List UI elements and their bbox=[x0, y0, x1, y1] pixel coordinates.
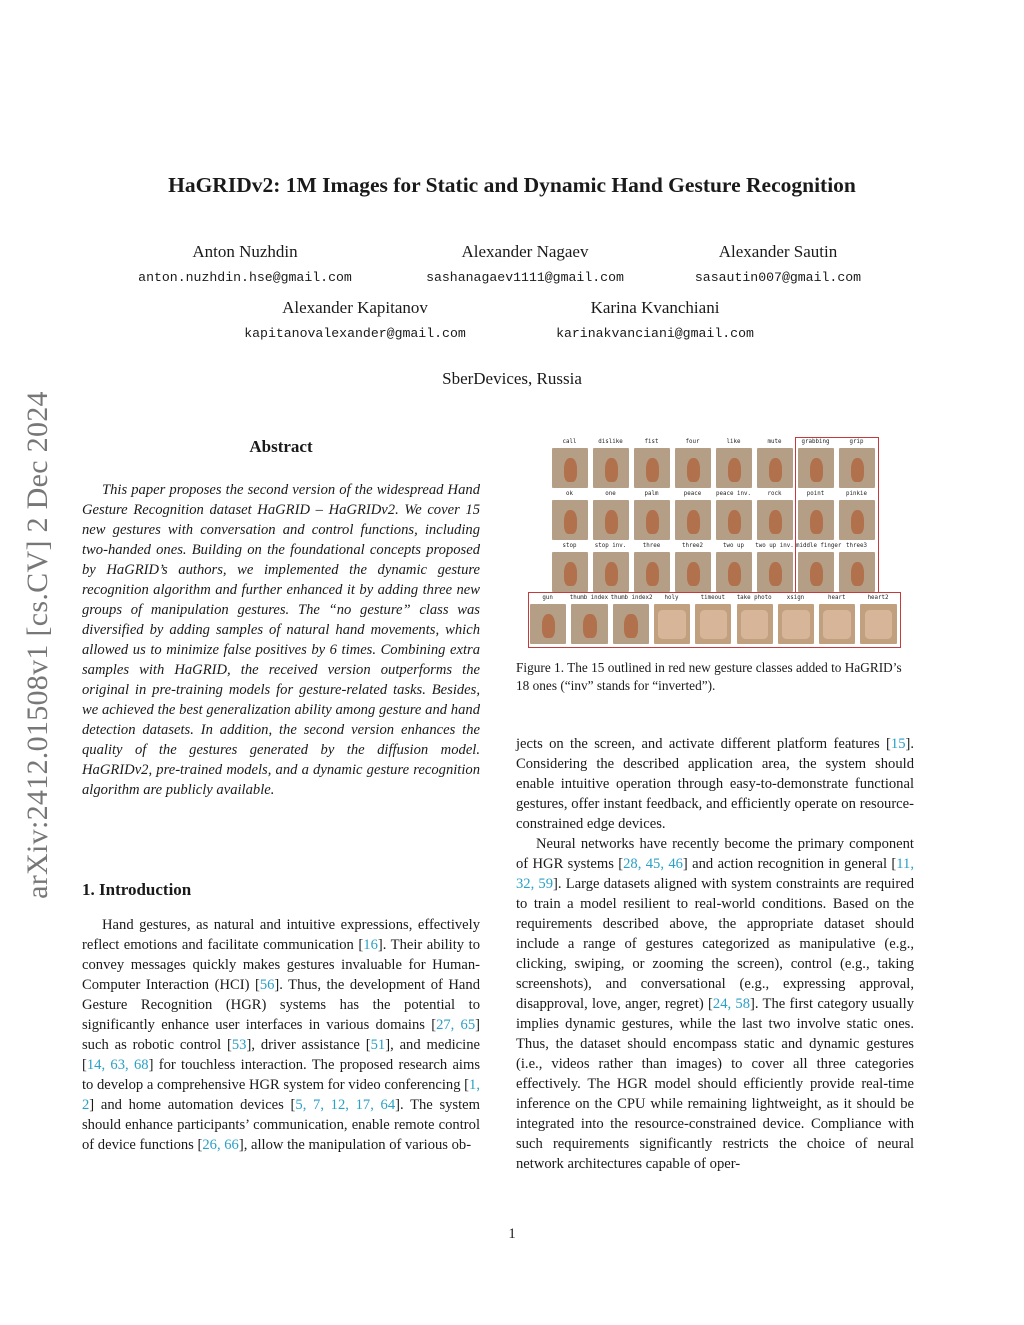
text-run: ]. Their ability to convey messages quickly makes gestures invaluable for Human-Computer Interaction (HCI) [ bbox=[82, 937, 480, 993]
gesture-label: one bbox=[605, 491, 616, 497]
citation-link[interactable]: 1, 2 bbox=[82, 1077, 480, 1113]
gesture-thumbnail bbox=[634, 552, 670, 592]
paragraph bbox=[516, 834, 914, 1174]
gesture-label: rock bbox=[767, 491, 782, 497]
new-class-outline bbox=[795, 437, 879, 593]
hand-shape bbox=[728, 562, 742, 587]
citation-link[interactable]: 28, 45, 46 bbox=[623, 856, 683, 872]
hand-shape bbox=[605, 458, 619, 483]
gesture-label: three2 bbox=[682, 543, 703, 549]
right-column-text bbox=[516, 734, 914, 1174]
gesture-label: two up bbox=[723, 543, 744, 549]
author-block bbox=[220, 297, 490, 344]
gesture-label: three bbox=[642, 543, 661, 549]
text-run: ], allow the manipulation of various ob- bbox=[238, 1137, 472, 1153]
gesture-label: mute bbox=[767, 439, 782, 445]
hand-shape bbox=[564, 510, 578, 535]
gesture-label: heart2 bbox=[867, 595, 889, 601]
gesture-thumbnail bbox=[675, 448, 711, 488]
gesture-figure bbox=[528, 437, 900, 643]
citation-link[interactable]: 56 bbox=[259, 977, 275, 993]
author-email: anton.nuzhdin.hse@gmail.com bbox=[138, 270, 352, 285]
author-block bbox=[672, 241, 884, 288]
hand-shape bbox=[646, 510, 660, 535]
gesture-label: grabbing bbox=[801, 439, 830, 445]
hand-shape bbox=[605, 562, 619, 587]
hand-shape bbox=[687, 458, 701, 483]
citation-link[interactable]: 14, 63, 68 bbox=[86, 1057, 149, 1073]
hand-shape bbox=[687, 510, 701, 535]
hand-shape bbox=[564, 562, 578, 587]
author-email: sashanagaev1111@gmail.com bbox=[426, 270, 624, 285]
text-run: Hand gestures, as natural and intuitive expressions, effectively reflect emotions and facilitate communication [ bbox=[82, 917, 480, 953]
gesture-thumbnail bbox=[757, 500, 793, 540]
gesture-label: point bbox=[806, 491, 825, 497]
gesture-label: heart bbox=[828, 595, 846, 601]
author-block bbox=[530, 297, 780, 344]
figure-caption: Figure 1. The 15 outlined in red new gesture classes added to HaGRID’s 18 ones (“inv” stands for “inverted”). bbox=[516, 660, 902, 693]
text-run: ], driver assistance [ bbox=[246, 1037, 371, 1053]
author-email: kapitanovalexander@gmail.com bbox=[244, 326, 466, 341]
author-name: Alexander Kapitanov bbox=[282, 298, 428, 317]
author-name: Alexander Nagaev bbox=[461, 242, 589, 261]
gesture-label: like bbox=[726, 439, 741, 445]
hand-shape bbox=[646, 562, 660, 587]
gesture-label: stop inv. bbox=[594, 543, 627, 549]
author-email: sasautin007@gmail.com bbox=[694, 270, 862, 285]
gesture-thumbnail bbox=[716, 500, 752, 540]
gesture-thumbnail bbox=[757, 552, 793, 592]
gesture-label: ok bbox=[566, 491, 573, 497]
gesture-label: take photo bbox=[736, 595, 772, 601]
paper-title: HaGRIDv2: 1M Images for Static and Dynamic Hand Gesture Recognition bbox=[168, 173, 856, 197]
citation-link[interactable]: 16 bbox=[363, 937, 378, 953]
gesture-thumbnail bbox=[675, 500, 711, 540]
hand-shape bbox=[605, 510, 619, 535]
gesture-label: fist bbox=[644, 439, 659, 445]
gesture-label: timeout bbox=[700, 595, 726, 601]
text-run: ], and medicine [ bbox=[82, 1037, 480, 1073]
hand-shape bbox=[769, 458, 783, 483]
gesture-label: holy bbox=[664, 595, 679, 601]
text-run: ] for touchless interaction. The proposed research aims to develop a comprehensive HGR system for video conferencing [ bbox=[82, 1057, 481, 1093]
hand-shape bbox=[769, 510, 783, 535]
citation-link[interactable]: 53 bbox=[231, 1037, 247, 1053]
gesture-thumbnail bbox=[757, 448, 793, 488]
gesture-label: dislike bbox=[598, 439, 623, 445]
citation-link[interactable]: 5, 7, 12, 17, 64 bbox=[295, 1097, 396, 1113]
text-run: ]. The system should enhance participants’ communication, enable remote control of device functions [ bbox=[82, 1097, 480, 1153]
author-name: Anton Nuzhdin bbox=[192, 242, 298, 261]
new-class-outline bbox=[528, 592, 901, 648]
arxiv-identifier-text: arXiv:2412.01508v1 [cs.CV] 2 Dec 2024 bbox=[21, 391, 54, 899]
section-heading-introduction: 1. Introduction bbox=[82, 880, 192, 899]
citation-link[interactable]: 26, 66 bbox=[202, 1137, 239, 1153]
author-block bbox=[395, 241, 655, 288]
citation-link[interactable]: 24, 58 bbox=[712, 996, 751, 1012]
gesture-thumbnail bbox=[634, 500, 670, 540]
author-name: Karina Kvanchiani bbox=[590, 298, 720, 317]
gesture-label: grip bbox=[849, 439, 864, 445]
citation-link[interactable]: 27, 65 bbox=[436, 1017, 476, 1033]
gesture-thumbnail bbox=[552, 500, 588, 540]
author-email: karinakvanciani@gmail.com bbox=[556, 326, 754, 341]
page-number: 1 bbox=[508, 1226, 516, 1242]
affiliation: SberDevices, Russia bbox=[442, 369, 582, 388]
gesture-thumbnail bbox=[552, 552, 588, 592]
gesture-label: peace bbox=[683, 491, 702, 497]
hand-shape bbox=[728, 510, 742, 535]
gesture-label: xsign bbox=[786, 595, 805, 601]
text-run: Neural networks have recently become the primary component of HGR systems [ bbox=[516, 836, 914, 872]
text-run: ] and action recognition in general [ bbox=[682, 856, 897, 872]
gesture-thumbnail bbox=[675, 552, 711, 592]
text-run: ]. Considering the described application area, the system should enable intuitive operation through easy-to-demonstrate functional gestures, offer instant feedback, and efficiently operate on resource-constrained edge devices. bbox=[516, 736, 914, 832]
gesture-label: two up inv. bbox=[755, 543, 794, 549]
abstract-text: This paper proposes the second version of the widespread Hand Gesture Recognition dataset HaGRID – HaGRIDv2. We cover 15 new gestures with conversation and control functions, including two-handed ones. Building on the foundational concepts proposed by HaGRID’s authors, we implemented the dynamic gesture recognition algorithm and further enhanced it by adding three new groups of manipulation gestures. The “no gesture” class was diversified by adding samples of natural hand movements, which allowed us to minimize false positives by 6 times. Combining extra samples with HaGRID, the received version outperforms the original in pre-training models for gesture-related tasks. Besides, we achieved the best generalization ability among gesture and hand detection datasets. In addition, the second version enhances the quality of the gestures generated by the diffusion model. HaGRIDv2, pre-trained models, and a dynamic gesture recognition algorithm are publicly available. bbox=[82, 482, 480, 798]
arxiv-identifier bbox=[8, 360, 68, 930]
text-run: ]. Thus, the development of Hand Gesture Recognition (HGR) systems has the potential to significantly enhance user interfaces in various domains [ bbox=[82, 977, 480, 1033]
gesture-thumbnail bbox=[593, 552, 629, 592]
gesture-thumbnail bbox=[552, 448, 588, 488]
text-run: ]. The first category usually implies dynamic gestures, while the last two involve static ones. Thus, the dataset should encompass static and dynamic gestures (i.e., videos rather than images) to cover all three categories effectively. The HGR model should efficiently provide real-time inference on the CPU while remaining lightweight, as it should be integrated into the resource-constrained device. Compliance with such requirements significantly restricts the choice of neural network architectures capable of oper- bbox=[516, 996, 915, 1172]
gesture-thumbnail bbox=[716, 448, 752, 488]
text-run: ] and home automation devices [ bbox=[89, 1097, 296, 1113]
gesture-thumbnail bbox=[634, 448, 670, 488]
hand-shape bbox=[687, 562, 701, 587]
citation-link[interactable]: 11, 32, 59 bbox=[516, 856, 914, 892]
hand-shape bbox=[769, 562, 783, 587]
gesture-label: palm bbox=[644, 491, 659, 497]
hand-shape bbox=[646, 458, 660, 483]
text-run: ] such as robotic control [ bbox=[82, 1017, 481, 1053]
gesture-thumbnail bbox=[716, 552, 752, 592]
hand-shape bbox=[728, 458, 742, 483]
gesture-label: thumb index bbox=[569, 595, 609, 601]
gesture-label: three3 bbox=[846, 543, 867, 549]
gesture-label: stop bbox=[562, 543, 577, 549]
text-run: ]. Large datasets aligned with system constraints are required to train a model resilient to real-world conditions. Based on the requirements described above, the appropriate dataset should include a range of gestures categorized as manipulative (e.g., clicking, swiping, or zooming the screen), control (e.g., taking screenshots), and conversational (e.g., expressing approval, disapproval, love, anger, regret) [ bbox=[516, 876, 914, 1012]
author-block bbox=[120, 241, 370, 288]
citation-link[interactable]: 51 bbox=[370, 1037, 386, 1053]
gesture-label: pinkie bbox=[846, 491, 867, 497]
abstract-heading: Abstract bbox=[249, 437, 313, 456]
introduction-paragraph bbox=[82, 915, 480, 1155]
gesture-thumbnail bbox=[593, 448, 629, 488]
paragraph bbox=[516, 734, 914, 834]
gesture-label: middle finger bbox=[796, 543, 842, 549]
citation-link[interactable]: 15 bbox=[890, 736, 906, 752]
gesture-label: thumb index2 bbox=[610, 595, 653, 601]
gesture-label: gun bbox=[542, 595, 553, 601]
gesture-label: call bbox=[562, 439, 577, 445]
gesture-label: peace inv. bbox=[716, 491, 751, 497]
hand-shape bbox=[564, 458, 578, 483]
author-name: Alexander Sautin bbox=[718, 242, 838, 261]
gesture-label: four bbox=[685, 439, 700, 445]
text-run: jects on the screen, and activate different platform features [ bbox=[516, 736, 891, 752]
gesture-thumbnail bbox=[593, 500, 629, 540]
